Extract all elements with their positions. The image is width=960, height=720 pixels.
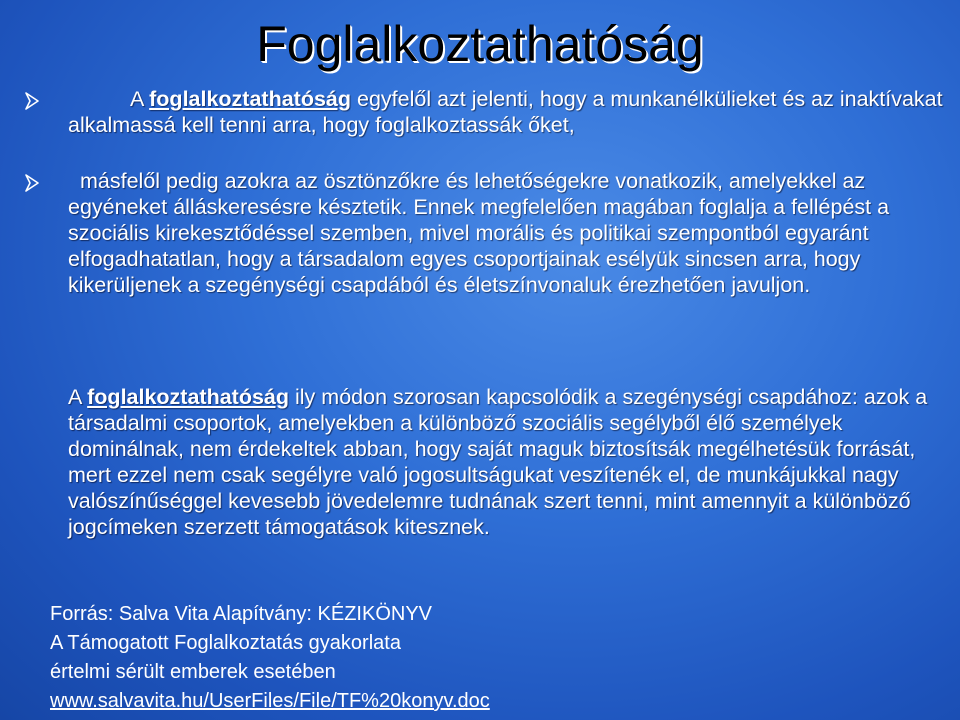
paragraph-text: másfelől pedig azokra az ösztönzőkre és lehetőségekre vonatkozik, amelyekkel az egyéneket álláskeresésre késztetik. Ennek megfelelően magában foglalja a fellépést a szociális kirekesztődéssel szemben, mivel morális és politikai szempontból egyaránt elfogadhatatlan, hogy a társadalom egyes csoportjainak esélyük sincsen arra, hogy kikerüljenek a szegénységi csapdából és életszínvonaluk érezhetően javuljon. — [68, 169, 890, 297]
slide-title: Foglalkoztathatóság — [256, 16, 704, 72]
source-line-2: A Támogatott Foglalkoztatás gyakorlata — [50, 632, 401, 654]
source-citation — [50, 600, 650, 716]
paragraph-incentives — [68, 168, 948, 298]
keyword-foglalkoztathatosag: foglalkoztathatóság — [149, 87, 352, 111]
keyword-foglalkoztathatosag: foglalkoztathatóság — [87, 385, 290, 409]
paragraph-pre: A — [130, 87, 150, 111]
source-line-3: értelmi sérült emberek esetében — [50, 661, 336, 683]
source-line-1: Forrás: Salva Vita Alapítvány: KÉZIKÖNYV — [50, 603, 433, 625]
paragraph-pre: A — [68, 385, 88, 409]
arrowhead-bullet-icon — [24, 173, 40, 193]
paragraph-post: egyfelől azt jelenti, hogy a munkanélkülieket és az inaktívakat alkalmassá kell tenni arra, hogy foglalkoztassák őket, — [68, 87, 943, 137]
arrowhead-bullet-icon — [24, 91, 40, 111]
paragraph-definition — [68, 86, 948, 138]
source-link[interactable]: www.salvavita.hu/UserFiles/File/TF%20konyv.doc — [50, 690, 490, 712]
paragraph-poverty-trap — [68, 384, 948, 540]
paragraph-post: ily módon szorosan kapcsolódik a szegénységi csapdához: azok a társadalmi csoportok, amelyekben a különböző szociális segélyből élő személyek dominálnak, nem érdekeltek abban, hogy saját maguk biztosítsák megélhetésük forrását, mert ezzel nem csak segélyre való jogosultságukat veszítenék el, de munkájukkal nagy valószínűséggel kevesebb jövedelemre tudnának szert tenni, mint amennyit a különböző jogcímeken szerzett támogatások kitesznek. — [68, 385, 928, 539]
